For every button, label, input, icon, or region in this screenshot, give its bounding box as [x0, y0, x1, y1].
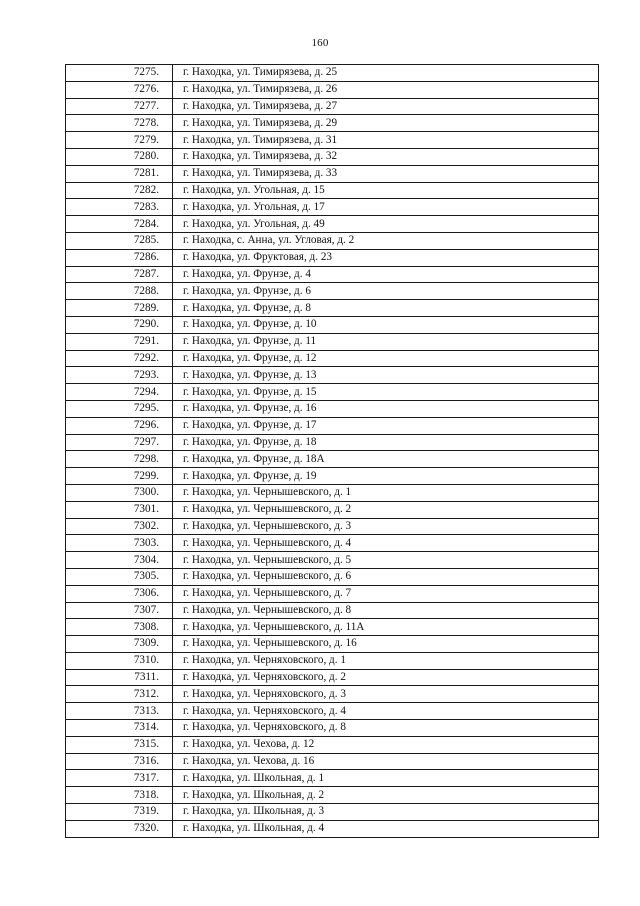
row-number: 7300.: [66, 484, 173, 501]
table-row: [66, 686, 599, 703]
row-number: 7279.: [66, 132, 173, 149]
table-row: [66, 753, 599, 770]
row-address: г. Находка, ул. Чернышевского, д. 16: [173, 636, 599, 653]
table-row: [66, 652, 599, 669]
row-address: г. Находка, ул. Фрунзе, д. 19: [173, 468, 599, 485]
row-number: 7280.: [66, 148, 173, 165]
table-row: [66, 720, 599, 737]
row-address: г. Находка, ул. Чернышевского, д. 11А: [173, 619, 599, 636]
row-number: 7291.: [66, 333, 173, 350]
row-number: 7306.: [66, 585, 173, 602]
row-number: 7295.: [66, 400, 173, 417]
table-row: [66, 333, 599, 350]
row-address: г. Находка, ул. Чернышевского, д. 1: [173, 484, 599, 501]
row-number: 7312.: [66, 686, 173, 703]
row-number: 7297.: [66, 434, 173, 451]
row-number: 7293.: [66, 367, 173, 384]
row-address: г. Находка, ул. Тимирязева, д. 27: [173, 98, 599, 115]
row-address: г. Находка, ул. Черняховского, д. 1: [173, 652, 599, 669]
table-row: [66, 316, 599, 333]
row-number: 7311.: [66, 669, 173, 686]
page-number: 160: [311, 37, 329, 49]
row-address: г. Находка, ул. Фрунзе, д. 13: [173, 367, 599, 384]
row-number: 7284.: [66, 216, 173, 233]
row-number: 7285.: [66, 232, 173, 249]
row-number: 7313.: [66, 703, 173, 720]
row-address: г. Находка, ул. Чернышевского, д. 6: [173, 568, 599, 585]
table-row: [66, 81, 599, 98]
table-row: [66, 804, 599, 821]
row-number: 7296.: [66, 417, 173, 434]
table-row: [66, 65, 599, 82]
row-number: 7314.: [66, 720, 173, 737]
row-number: 7302.: [66, 518, 173, 535]
table-row: [66, 182, 599, 199]
row-address: г. Находка, ул. Тимирязева, д. 33: [173, 165, 599, 182]
row-number: 7283.: [66, 199, 173, 216]
row-number: 7303.: [66, 535, 173, 552]
row-address: г. Находка, ул. Чернышевского, д. 8: [173, 602, 599, 619]
row-address: г. Находка, ул. Чернышевского, д. 2: [173, 501, 599, 518]
row-address: г. Находка, ул. Чернышевского, д. 3: [173, 518, 599, 535]
row-address: г. Находка, ул. Тимирязева, д. 32: [173, 148, 599, 165]
row-number: 7308.: [66, 619, 173, 636]
row-address: г. Находка, ул. Тимирязева, д. 26: [173, 81, 599, 98]
row-number: 7290.: [66, 316, 173, 333]
row-address: г. Находка, ул. Фрунзе, д. 8: [173, 300, 599, 317]
row-address: г. Находка, ул. Угольная, д. 17: [173, 199, 599, 216]
row-address: г. Находка, ул. Тимирязева, д. 25: [173, 65, 599, 82]
row-address: г. Находка, ул. Черняховского, д. 4: [173, 703, 599, 720]
row-address: г. Находка, ул. Чернышевского, д. 5: [173, 552, 599, 569]
table-row: [66, 266, 599, 283]
row-address: г. Находка, ул. Угольная, д. 49: [173, 216, 599, 233]
row-number: 7316.: [66, 753, 173, 770]
table-row: [66, 400, 599, 417]
table-row: [66, 501, 599, 518]
row-number: 7301.: [66, 501, 173, 518]
table-row: [66, 703, 599, 720]
table-row: [66, 434, 599, 451]
table-row: [66, 468, 599, 485]
row-number: 7292.: [66, 350, 173, 367]
table-row: [66, 552, 599, 569]
row-number: 7282.: [66, 182, 173, 199]
row-address: г. Находка, ул. Фрунзе, д. 15: [173, 384, 599, 401]
row-number: 7275.: [66, 65, 173, 82]
row-address: г. Находка, с. Анна, ул. Угловая, д. 2: [173, 232, 599, 249]
row-address: г. Находка, ул. Фрунзе, д. 10: [173, 316, 599, 333]
table-row: [66, 350, 599, 367]
table-row: [66, 669, 599, 686]
row-number: 7288.: [66, 283, 173, 300]
row-address: г. Находка, ул. Тимирязева, д. 31: [173, 132, 599, 149]
table-row: [66, 636, 599, 653]
row-address: г. Находка, ул. Черняховского, д. 3: [173, 686, 599, 703]
table-row: [66, 535, 599, 552]
row-address: г. Находка, ул. Фрунзе, д. 4: [173, 266, 599, 283]
table-row: [66, 300, 599, 317]
row-number: 7298.: [66, 451, 173, 468]
row-number: 7305.: [66, 568, 173, 585]
row-address: г. Находка, ул. Фрунзе, д. 18А: [173, 451, 599, 468]
row-number: 7294.: [66, 384, 173, 401]
row-address: г. Находка, ул. Фрунзе, д. 12: [173, 350, 599, 367]
row-number: 7307.: [66, 602, 173, 619]
table-row: [66, 115, 599, 132]
table-row: [66, 132, 599, 149]
address-table: [65, 64, 599, 838]
row-number: 7310.: [66, 652, 173, 669]
row-address: г. Находка, ул. Чехова, д. 16: [173, 753, 599, 770]
table-row: [66, 367, 599, 384]
row-address: г. Находка, ул. Черняховского, д. 8: [173, 720, 599, 737]
row-address: г. Находка, ул. Школьная, д. 3: [173, 804, 599, 821]
table-row: [66, 602, 599, 619]
row-address: г. Находка, ул. Чехова, д. 12: [173, 736, 599, 753]
row-number: 7277.: [66, 98, 173, 115]
table-row: [66, 585, 599, 602]
table-row: [66, 283, 599, 300]
table-row: [66, 417, 599, 434]
table-row: [66, 165, 599, 182]
address-table-body: [66, 65, 599, 838]
table-row: [66, 820, 599, 837]
row-number: 7276.: [66, 81, 173, 98]
row-number: 7281.: [66, 165, 173, 182]
row-address: г. Находка, ул. Угольная, д. 15: [173, 182, 599, 199]
row-number: 7286.: [66, 249, 173, 266]
table-row: [66, 484, 599, 501]
row-address: г. Находка, ул. Фрунзе, д. 17: [173, 417, 599, 434]
table-row: [66, 736, 599, 753]
table-row: [66, 568, 599, 585]
table-row: [66, 518, 599, 535]
row-number: 7299.: [66, 468, 173, 485]
table-row: [66, 451, 599, 468]
row-number: 7287.: [66, 266, 173, 283]
row-address: г. Находка, ул. Чернышевского, д. 7: [173, 585, 599, 602]
row-address: г. Находка, ул. Фрунзе, д. 11: [173, 333, 599, 350]
table-row: [66, 384, 599, 401]
row-address: г. Находка, ул. Фрунзе, д. 18: [173, 434, 599, 451]
row-address: г. Находка, ул. Фруктовая, д. 23: [173, 249, 599, 266]
row-number: 7318.: [66, 787, 173, 804]
row-address: г. Находка, ул. Фрунзе, д. 6: [173, 283, 599, 300]
row-number: 7289.: [66, 300, 173, 317]
row-number: 7315.: [66, 736, 173, 753]
row-number: 7304.: [66, 552, 173, 569]
table-row: [66, 148, 599, 165]
table-row: [66, 249, 599, 266]
row-address: г. Находка, ул. Фрунзе, д. 16: [173, 400, 599, 417]
table-row: [66, 232, 599, 249]
row-address: г. Находка, ул. Школьная, д. 4: [173, 820, 599, 837]
table-row: [66, 98, 599, 115]
table-row: [66, 770, 599, 787]
row-number: 7319.: [66, 804, 173, 821]
row-number: 7278.: [66, 115, 173, 132]
row-number: 7320.: [66, 820, 173, 837]
table-row: [66, 619, 599, 636]
row-address: г. Находка, ул. Чернышевского, д. 4: [173, 535, 599, 552]
row-address: г. Находка, ул. Тимирязева, д. 29: [173, 115, 599, 132]
row-address: г. Находка, ул. Школьная, д. 1: [173, 770, 599, 787]
row-number: 7309.: [66, 636, 173, 653]
table-row: [66, 216, 599, 233]
row-address: г. Находка, ул. Школьная, д. 2: [173, 787, 599, 804]
row-number: 7317.: [66, 770, 173, 787]
table-row: [66, 199, 599, 216]
row-address: г. Находка, ул. Черняховского, д. 2: [173, 669, 599, 686]
table-row: [66, 787, 599, 804]
